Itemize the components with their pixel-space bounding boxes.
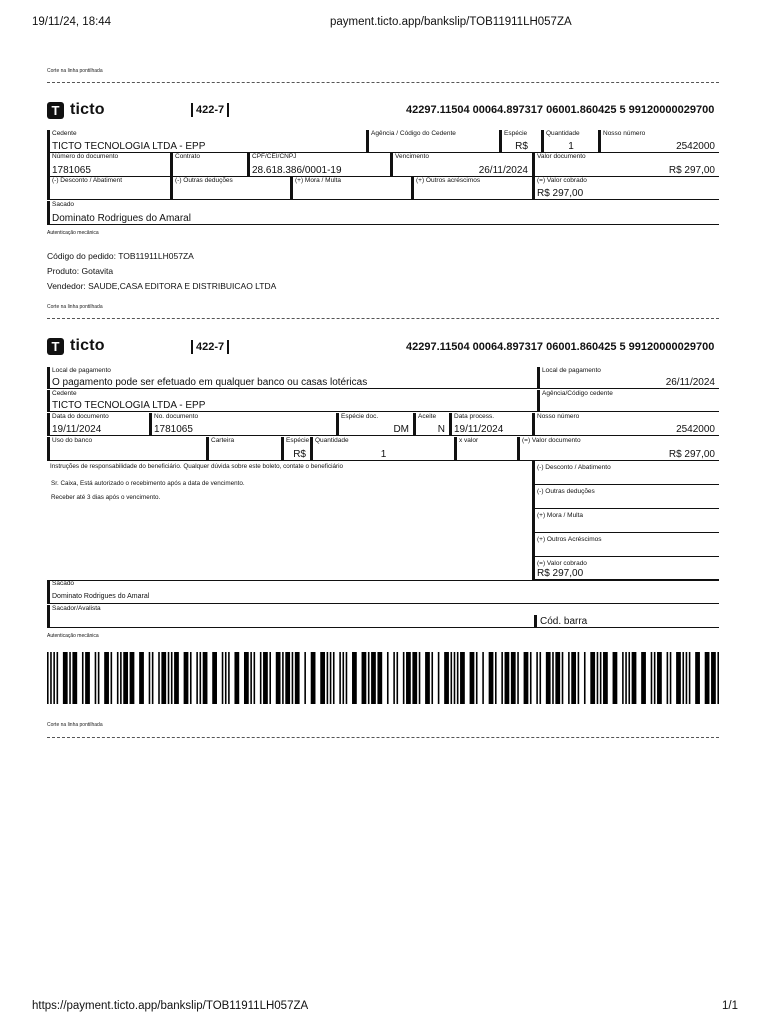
barcode-bar [654,652,656,704]
receipt-cpf-cnpj: CPF/CEI/CNPJ 28.618.386/0001-19 [247,153,390,177]
barcode-bar [431,652,433,704]
barcode-bar [244,652,249,704]
barcode-bar [158,652,160,704]
barcode-bar [161,652,166,704]
barcode-bar [292,652,294,704]
slip-vencimento: Local de pagamento 26/11/2024 [537,367,719,389]
barcode-bar [476,652,478,704]
barcode-bar [346,652,348,704]
barcode-bar [536,652,538,704]
slip-valor-documento: (=) Valor documento R$ 297,00 [517,437,719,461]
barcode-bar [641,652,646,704]
barcode [47,652,719,704]
barcode-bar [295,652,300,704]
barcode-bar [212,652,217,704]
barcode-bar [254,652,256,704]
barcode-bar [622,652,624,704]
barcode-bar [200,652,202,704]
barcode-bar [234,652,239,704]
slip-quantidade: Quantidade 1 [310,437,454,461]
slip-agencia: Agência/Código cedente [537,390,719,412]
print-datetime: 19/11/24, 18:44 [32,16,112,28]
barcode-bar [276,652,281,704]
slip-aceite: Aceite N [413,413,449,436]
barcode-bar [269,652,271,704]
barcode-bar [689,652,691,704]
barcode-bar [628,652,630,704]
receipt-valor-documento: Valor documento R$ 297,00 [532,153,719,177]
order-product: Produto: Gotavita [47,266,114,276]
slip-num-documento: No. documento 1781065 [149,413,336,436]
barcode-bar [57,652,59,704]
barcode-bar [387,652,389,704]
barcode-bar [590,652,595,704]
barcode-bar [377,652,382,704]
barcode-bar [584,652,586,704]
barcode-bar [711,652,716,704]
barcode-bar [263,652,268,704]
barcode-bar [705,652,710,704]
barcode-bar [311,652,316,704]
barcode-bar [686,652,688,704]
barcode-bar [139,652,144,704]
barcode-bar [282,652,284,704]
slip-mora: (+) Mora / Multa [532,509,719,533]
receipt-num-documento: Número do documento 1781065 [47,153,170,177]
slip-outros-acrescimos: (+) Outros Acréscimos [532,533,719,557]
receipt-especie: Espécie R$ [499,130,541,153]
barcode-bar [657,652,662,704]
barcode-bar [304,652,306,704]
barcode-bar [330,652,332,704]
logo-mark-icon: T [47,102,64,119]
barcode-bar [111,652,113,704]
receipt-desconto: (-) Desconto / Abatiment [47,177,170,200]
barcode-bar [168,652,170,704]
cod-barra-marker [534,615,537,628]
barcode-bar [120,652,122,704]
barcode-bar [352,652,357,704]
barcode-bar [682,652,684,704]
receipt-cedente: Cedente TICTO TECNOLOGIA LTDA - EPP [47,130,366,153]
receipt-valor-cobrado: (=) Valor cobrado R$ 297,00 [532,177,719,200]
slip-cedente: Cedente TICTO TECNOLOGIA LTDA - EPP [47,390,537,412]
barcode-bar [451,652,453,704]
barcode-bar [539,652,541,704]
bank-code: 422-7 [191,340,229,354]
barcode-bar [438,652,440,704]
slip-data-processamento: Data process. 19/11/2024 [449,413,537,436]
barcode-bar [524,652,529,704]
slip-x-valor: x valor [454,437,517,461]
barcode-bar [250,652,252,704]
receipt-vencimento: Vencimento 26/11/2024 [390,153,532,177]
logo-mark-icon: T [47,338,64,355]
barcode-bar [95,652,97,704]
barcode-bar [444,652,449,704]
barcode-bar [632,652,637,704]
receipt-nosso-numero: Nosso número 2542000 [598,130,719,153]
receipt-contrato: Contrato [170,153,247,177]
receipt-agencia: Agência / Código do Cedente [366,130,499,153]
barcode-bar [406,652,411,704]
cut-label: Corte na linha pontilhada [47,304,103,310]
slip-especie: Espécie R$ [281,437,310,461]
slip-especie-doc: Espécie doc. DM [336,413,413,436]
barcode-bar [489,652,494,704]
slip-local-pagamento: Local de pagamento O pagamento pode ser efetuado em qualquer banco ou casas lotéricas [47,367,537,389]
barcode-bar [104,652,109,704]
cut-line [47,318,719,319]
digitable-line: 42297.11504 00064.897317 06001.860425 5 99120000029700 [406,341,715,353]
barcode-bar [495,652,497,704]
barcode-bar [47,652,49,704]
cut-line [47,737,719,738]
auth-label: Autenticação mecânica [47,633,99,639]
slip-data-documento: Data do documento 19/11/2024 [47,413,149,436]
barcode-bar [403,652,405,704]
slip-sacado: Sacado Dominato Rodrigues do Amaral [47,580,719,604]
barcode-bar [320,652,325,704]
barcode-bar [368,652,370,704]
slip-uso-banco: Uso do banco [47,437,206,461]
barcode-bar [578,652,580,704]
order-seller: Vendedor: SAUDE,CASA EDITORA E DISTRIBUICAO LTDA [47,281,277,291]
bank-code: 422-7 [191,103,229,117]
barcode-bar [98,652,100,704]
barcode-bar [149,652,151,704]
barcode-bar [85,652,90,704]
barcode-bar [339,652,341,704]
cut-label: Corte na linha pontilhada [47,722,103,728]
logo-text: ticto [70,101,105,118]
logo-text: ticto [70,337,105,354]
slip-valor-cobrado: (=) Valor cobrado R$ 297,00 [532,557,719,580]
slip-desconto: (-) Desconto / Abatimento [532,461,719,485]
barcode-bar [546,652,551,704]
slip-outras-deducoes: (-) Outras deduções [532,485,719,509]
barcode-bar [482,652,484,704]
barcode-bar [69,652,71,704]
barcode-bar [552,652,554,704]
barcode-bar [505,652,510,704]
barcode-bar [454,652,456,704]
order-code: Código do pedido: TOB11911LH057ZA [47,251,194,261]
barcode-bar [72,652,77,704]
barcode-bar [260,652,262,704]
slip-instruction-2: Receber até 3 dias após o vencimento. [51,494,161,501]
cut-label: Corte na linha pontilhada [47,68,103,74]
slip-sacador: Sacador/Avalista [47,605,719,628]
barcode-bar [285,652,290,704]
auth-label: Autenticação mecânica [47,230,99,236]
barcode-bar [676,652,681,704]
barcode-bar [425,652,430,704]
receipt-outros-acrescimos: (+) Outros acréscimos [411,177,532,200]
receipt-mora: (+) Mora / Multa [290,177,411,200]
barcode-bar [342,652,344,704]
barcode-bar [371,652,376,704]
barcode-bar [152,652,154,704]
barcode-bar [393,652,395,704]
barcode-bar [501,652,503,704]
barcode-bar [174,652,179,704]
barcode-bar [196,652,198,704]
barcode-bar [625,652,627,704]
print-page-count: 1/1 [722,1000,738,1012]
barcode-bar [327,652,329,704]
barcode-bar [50,652,52,704]
barcode-bar [63,652,68,704]
barcode-bar [667,652,669,704]
ticto-logo [47,101,105,119]
barcode-bar [670,652,672,704]
barcode-bar [362,652,367,704]
barcode-bar [184,652,189,704]
barcode-bar [333,652,335,704]
slip-nosso-numero: Nosso número 2542000 [532,413,719,436]
barcode-bar [203,652,208,704]
barcode-bar [695,652,700,704]
barcode-bar [457,652,459,704]
barcode-bar [511,652,516,704]
slip-carteira: Carteira [206,437,281,461]
cod-barra-label: Cód. barra [540,616,588,627]
barcode-bar [517,652,519,704]
print-page-title: payment.ticto.app/bankslip/TOB11911LH057ZA [330,16,572,28]
barcode-bar [190,652,192,704]
barcode-bar [651,652,653,704]
cut-line [47,82,719,83]
barcode-bar [117,652,119,704]
receipt-quantidade: Quantidade 1 [541,130,598,153]
barcode-bar [603,652,608,704]
barcode-bar [470,652,475,704]
barcode-bar [460,652,465,704]
print-footer-url: https://payment.ticto.app/bankslip/TOB11911LH057ZA [32,1000,309,1012]
barcode-bar [419,652,421,704]
receipt-sacado: Sacado Dominato Rodrigues do Amaral [47,201,719,225]
barcode-bar [130,652,135,704]
barcode-bar [222,652,224,704]
barcode-bar [562,652,564,704]
barcode-bar [555,652,560,704]
barcode-bar [412,652,417,704]
barcode-bar [597,652,599,704]
barcode-bar [397,652,399,704]
barcode-bar [568,652,570,704]
digitable-line: 42297.11504 00064.897317 06001.860425 5 99120000029700 [406,104,715,116]
barcode-bar [171,652,173,704]
receipt-outras-deducoes: (-) Outras deduções [170,177,290,200]
barcode-bar [225,652,227,704]
barcode-bar [82,652,84,704]
barcode-bar [53,652,55,704]
barcode-bar [123,652,128,704]
barcode-bar [600,652,602,704]
ticto-logo [47,337,105,355]
barcode-bar [571,652,576,704]
slip-instructions-title: Instruções de responsabilidade do beneficiário. Qualquer dúvida sobre este boleto, contate o beneficiário [50,463,343,470]
barcode-bar [228,652,230,704]
barcode-bar [530,652,532,704]
barcode-bar [613,652,618,704]
slip-instruction-1: Sr. Caixa, Está autorizado o recebimento após a data de vencimento. [51,480,245,487]
barcode-bar [717,652,719,704]
